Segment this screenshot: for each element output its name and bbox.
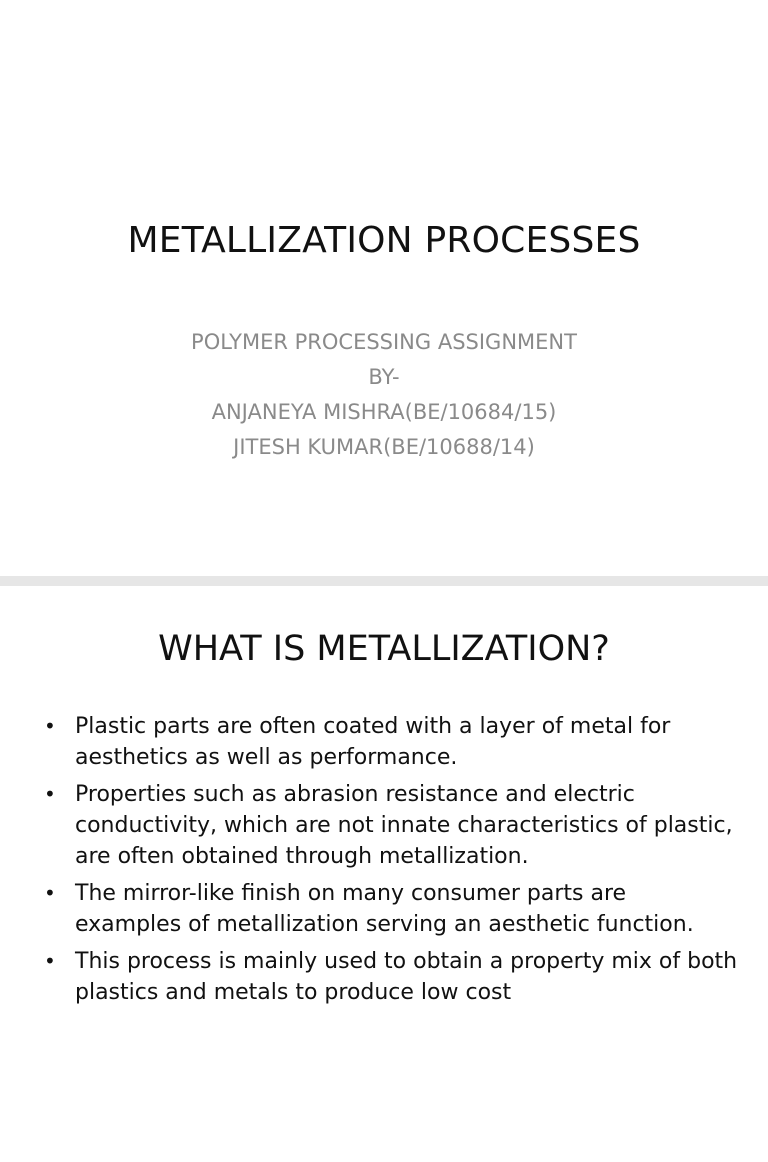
- list-item: [0, 878, 768, 940]
- bullet-icon: •: [44, 714, 56, 738]
- subtitle-author-1: ANJANEYA MISHRA(BE/10684/15): [211, 400, 557, 424]
- list-item: [0, 711, 768, 773]
- bullet-text: The mirror-like finish on many consumer parts are examples of metallization serving an aesthetic function.: [75, 881, 694, 937]
- bullet-list: [0, 711, 768, 1014]
- subtitle-by: BY-: [368, 365, 400, 389]
- bullet-text: This process is mainly used to obtain a property mix of both plastics and metals to produce low cost: [75, 949, 738, 1005]
- list-item: [0, 946, 768, 1008]
- bullet-icon: •: [44, 782, 56, 806]
- title-slide: [0, 0, 768, 576]
- bullet-icon: •: [44, 881, 56, 905]
- presentation-title: METALLIZATION PROCESSES: [127, 220, 641, 261]
- subtitle-author-2: JITESH KUMAR(BE/10688/14): [233, 435, 535, 459]
- bullet-text: Plastic parts are often coated with a layer of metal for aesthetics as well as performance.: [75, 714, 671, 770]
- bullet-icon: •: [44, 949, 56, 973]
- content-slide: [0, 586, 768, 1162]
- subtitle-course: POLYMER PROCESSING ASSIGNMENT: [191, 330, 577, 354]
- bullet-text: Properties such as abrasion resistance and electric conductivity, which are not innate characteristics of plastic, are often obtained through metallization.: [75, 782, 733, 869]
- list-item: [0, 779, 768, 872]
- subtitle-block: [0, 325, 768, 465]
- slide-title: WHAT IS METALLIZATION?: [158, 629, 610, 669]
